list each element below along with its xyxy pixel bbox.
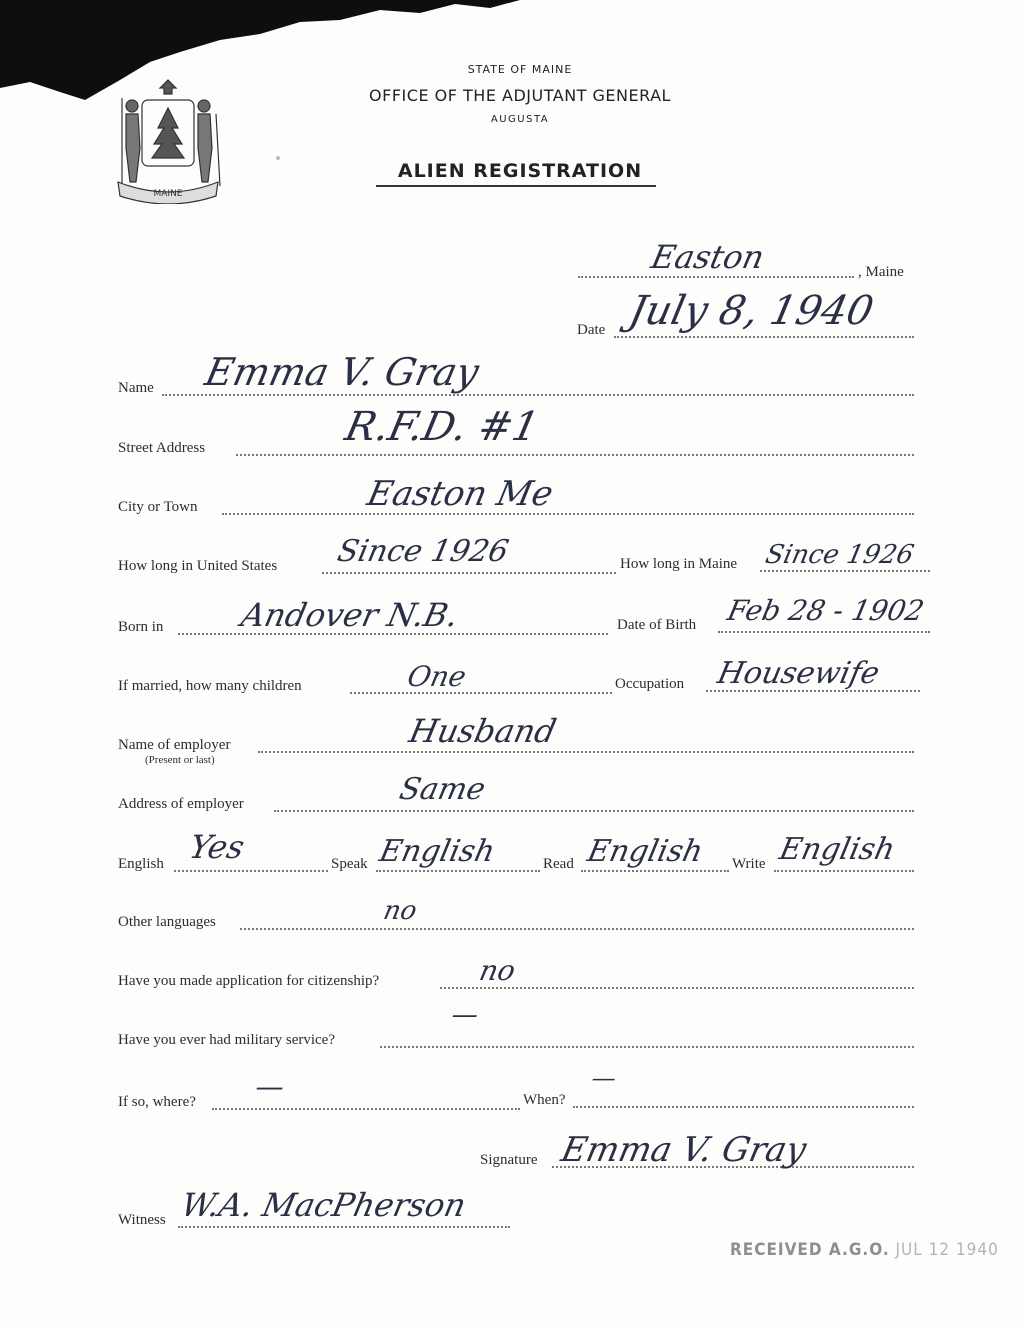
- office-heading: OFFICE OF THE ADJUTANT GENERAL: [369, 86, 671, 105]
- date-label: Date: [577, 322, 606, 338]
- received-stamp-text: RECEIVED A.G.O.: [730, 1240, 890, 1260]
- write-line: [774, 870, 914, 872]
- citizenship-line: [440, 987, 914, 989]
- born-in-value: Andover N.B.: [237, 596, 462, 634]
- witness-label: Witness: [118, 1212, 166, 1228]
- children-value: One: [404, 660, 470, 693]
- name-value: Emma V. Gray: [201, 350, 483, 394]
- how-long-maine-label: How long in Maine: [620, 556, 738, 572]
- speak-line: [376, 870, 540, 872]
- city-label: City or Town: [118, 499, 198, 515]
- speak-value: English: [376, 834, 499, 869]
- read-label: Read: [543, 856, 574, 872]
- employer-label: Name of employer: [118, 737, 231, 753]
- when-line: [573, 1106, 914, 1108]
- speak-label: Speak: [331, 856, 368, 872]
- write-label: Write: [732, 856, 766, 872]
- city-line: [222, 513, 914, 515]
- town-value: Easton: [647, 238, 768, 276]
- town-line: [578, 276, 854, 278]
- occupation-label: Occupation: [615, 676, 685, 692]
- how-long-maine-value: Since 1926: [762, 540, 917, 570]
- how-long-maine-line: [760, 570, 930, 572]
- occupation-value: Housewife: [714, 656, 883, 691]
- date-line: [614, 336, 914, 338]
- title-underline: [376, 185, 656, 187]
- military-line: [380, 1046, 914, 1048]
- city-value: Easton Me: [363, 474, 557, 514]
- military-value: —: [448, 1000, 482, 1030]
- city-heading: AUGUSTA: [490, 114, 550, 125]
- born-in-label: Born in: [118, 619, 164, 635]
- read-line: [581, 870, 729, 872]
- name-line: [162, 394, 914, 396]
- date-of-birth-label: Date of Birth: [617, 617, 697, 633]
- other-languages-line: [240, 928, 914, 930]
- citizenship-value: no: [476, 954, 519, 987]
- employer-value: Husband: [405, 712, 560, 750]
- other-languages-value: no: [380, 896, 420, 926]
- seal-text: MAINE: [153, 189, 183, 199]
- paper-speck: [276, 156, 280, 160]
- employer-line: [258, 751, 914, 753]
- where-line: [212, 1108, 520, 1110]
- street-line: [236, 454, 914, 456]
- street-label: Street Address: [118, 440, 206, 456]
- when-value: —: [589, 1064, 619, 1092]
- employer-address-line: [274, 810, 914, 812]
- signature-label: Signature: [480, 1152, 538, 1168]
- signature-value: Emma V. Gray: [557, 1130, 810, 1170]
- witness-value: W.A. MacPherson: [177, 1186, 470, 1224]
- english-value: Yes: [185, 828, 248, 866]
- citizenship-label: Have you made application for citizenship?: [118, 973, 380, 989]
- date-of-birth-value: Feb 28 - 1902: [724, 594, 927, 627]
- military-label: Have you ever had military service?: [118, 1032, 335, 1048]
- street-value: R.F.D. #1: [341, 404, 543, 450]
- date-value: July 8, 1940: [625, 288, 878, 334]
- where-label: If so, where?: [118, 1094, 196, 1110]
- witness-line: [178, 1226, 510, 1228]
- how-long-us-value: Since 1926: [334, 534, 512, 569]
- when-label: When?: [523, 1092, 566, 1108]
- received-stamp: [730, 1240, 999, 1260]
- form-title: ALIEN REGISTRATION: [397, 160, 643, 182]
- employer-address-label: Address of employer: [118, 796, 244, 812]
- date-of-birth-line: [718, 631, 930, 633]
- maine-label: , Maine: [858, 264, 904, 280]
- english-line: [174, 870, 328, 872]
- where-value: —: [252, 1070, 288, 1103]
- how-long-us-line: [322, 572, 616, 574]
- children-line: [350, 692, 612, 694]
- children-label: If married, how many children: [118, 678, 302, 694]
- received-stamp-date: JUL 12 1940: [895, 1240, 999, 1260]
- name-label: Name: [118, 380, 154, 396]
- employer-note: (Present or last): [145, 754, 215, 766]
- employer-address-value: Same: [396, 772, 489, 807]
- write-value: English: [776, 832, 899, 867]
- state-heading: STATE OF MAINE: [467, 63, 573, 76]
- maine-seal-icon: [112, 78, 224, 204]
- read-value: English: [584, 834, 707, 869]
- how-long-us-label: How long in United States: [118, 558, 278, 574]
- english-label: English: [118, 856, 164, 872]
- other-languages-label: Other languages: [118, 914, 216, 930]
